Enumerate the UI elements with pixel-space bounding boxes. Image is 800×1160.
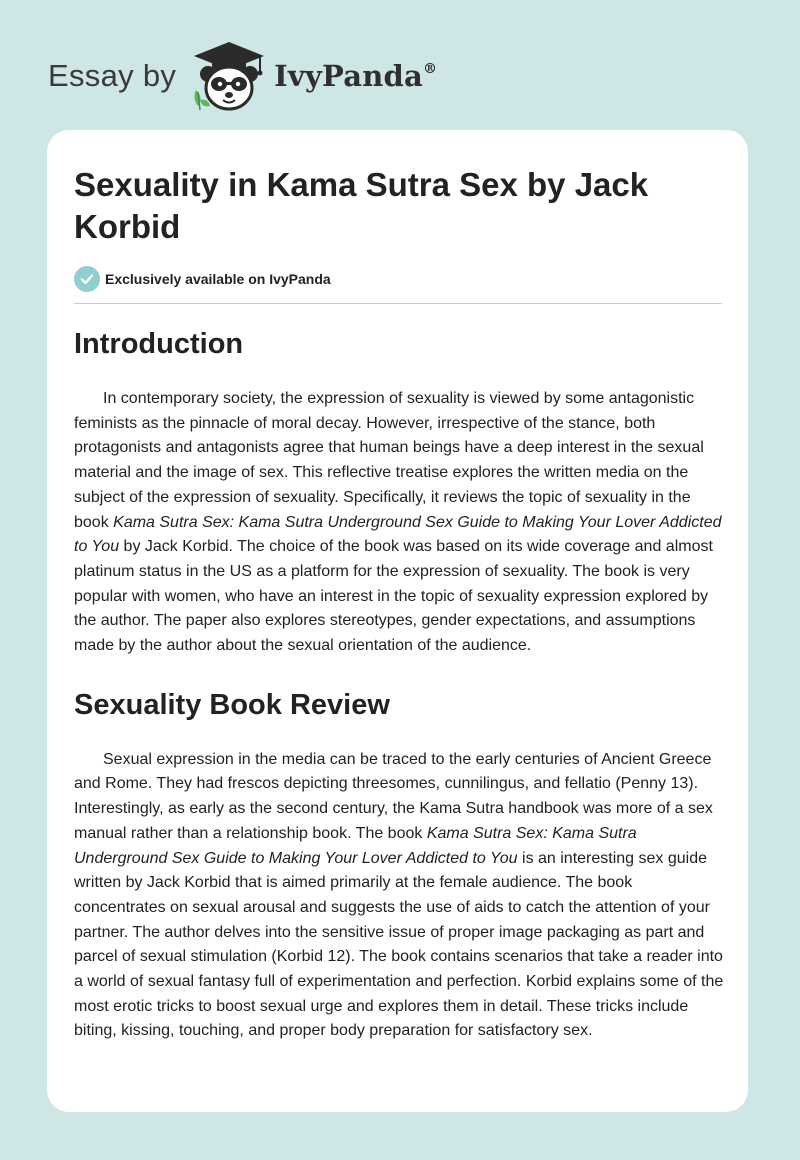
exclusive-badge bbox=[74, 266, 721, 292]
section-heading-book-review: Sexuality Book Review bbox=[74, 688, 390, 721]
essay-by-label: Essay by bbox=[48, 58, 177, 93]
page-title: Sexuality in Kama Sutra Sex by Jack Korbid bbox=[74, 166, 649, 245]
article-card bbox=[47, 130, 748, 1112]
exclusive-label: Exclusively available on IvyPanda bbox=[105, 271, 331, 287]
ivypanda-logo-icon bbox=[190, 40, 268, 112]
divider bbox=[74, 303, 722, 304]
section-heading-introduction: Introduction bbox=[74, 328, 244, 360]
site-header bbox=[48, 36, 748, 116]
brand-name: IvyPanda® bbox=[274, 59, 438, 93]
ivypanda-logo[interactable] bbox=[190, 40, 437, 112]
registered-mark: ® bbox=[423, 61, 438, 77]
paragraph-introduction: In contemporary society, the expression of sexuality is viewed by some antagonistic feminists as the pinnacle of moral decay. However, irrespective of the stance, both protagonists and antagonists agree that human beings have a deep interest in the sexual material and the image of sex. This reflective treatise explores the written media on the subject of the expression of sexuality. Specifically, it reviews the topic of sexuality in the book Kama Sutra Sex: Kama Sutra Underground Sex Guide to Making Your Lover Addicted to You by Jack Korbid. The choice of the book was based on its wide coverage and almost platinum status in the US as a platform for the expression of sexuality. The book is very popular with women, who have an interest in the topic of sexuality expression explored by the author. The paper also explores stereotypes, gender expectations, and assumptions made by the author about the sexual orientation of the audience. bbox=[74, 390, 722, 655]
check-icon bbox=[74, 266, 100, 292]
paragraph-book-review: Sexual expression in the media can be traced to the early centuries of Ancient Greece and Rome. They had frescos depicting threesomes, cunnilingus, and fellatio (Penny 13). Interestingly, as early as the second century, the Kama Sutra handbook was more of a sex manual rather than a relationship book. The book Kama Sutra Sex: Kama Sutra Underground Sex Guide to Making Your Lover Addicted to You is an interesting sex guide written by Jack Korbid that is aimed primarily at the female audience. The book concentrates on sexual arousal and suggests the use of aids to catch the attention of your partner. The author delves into the sensitive issue of proper image packaging as part and parcel of sexual stimulation (Korbid 12). The book contains scenarios that take a reader into a world of sexual fantasy full of experimentation and perfection. Korbid explains some of the most erotic tricks to boost sexual urge and explores them in detail. These tricks include biting, kissing, touching, and proper body preparation for satisfactory sex. bbox=[74, 750, 724, 1040]
